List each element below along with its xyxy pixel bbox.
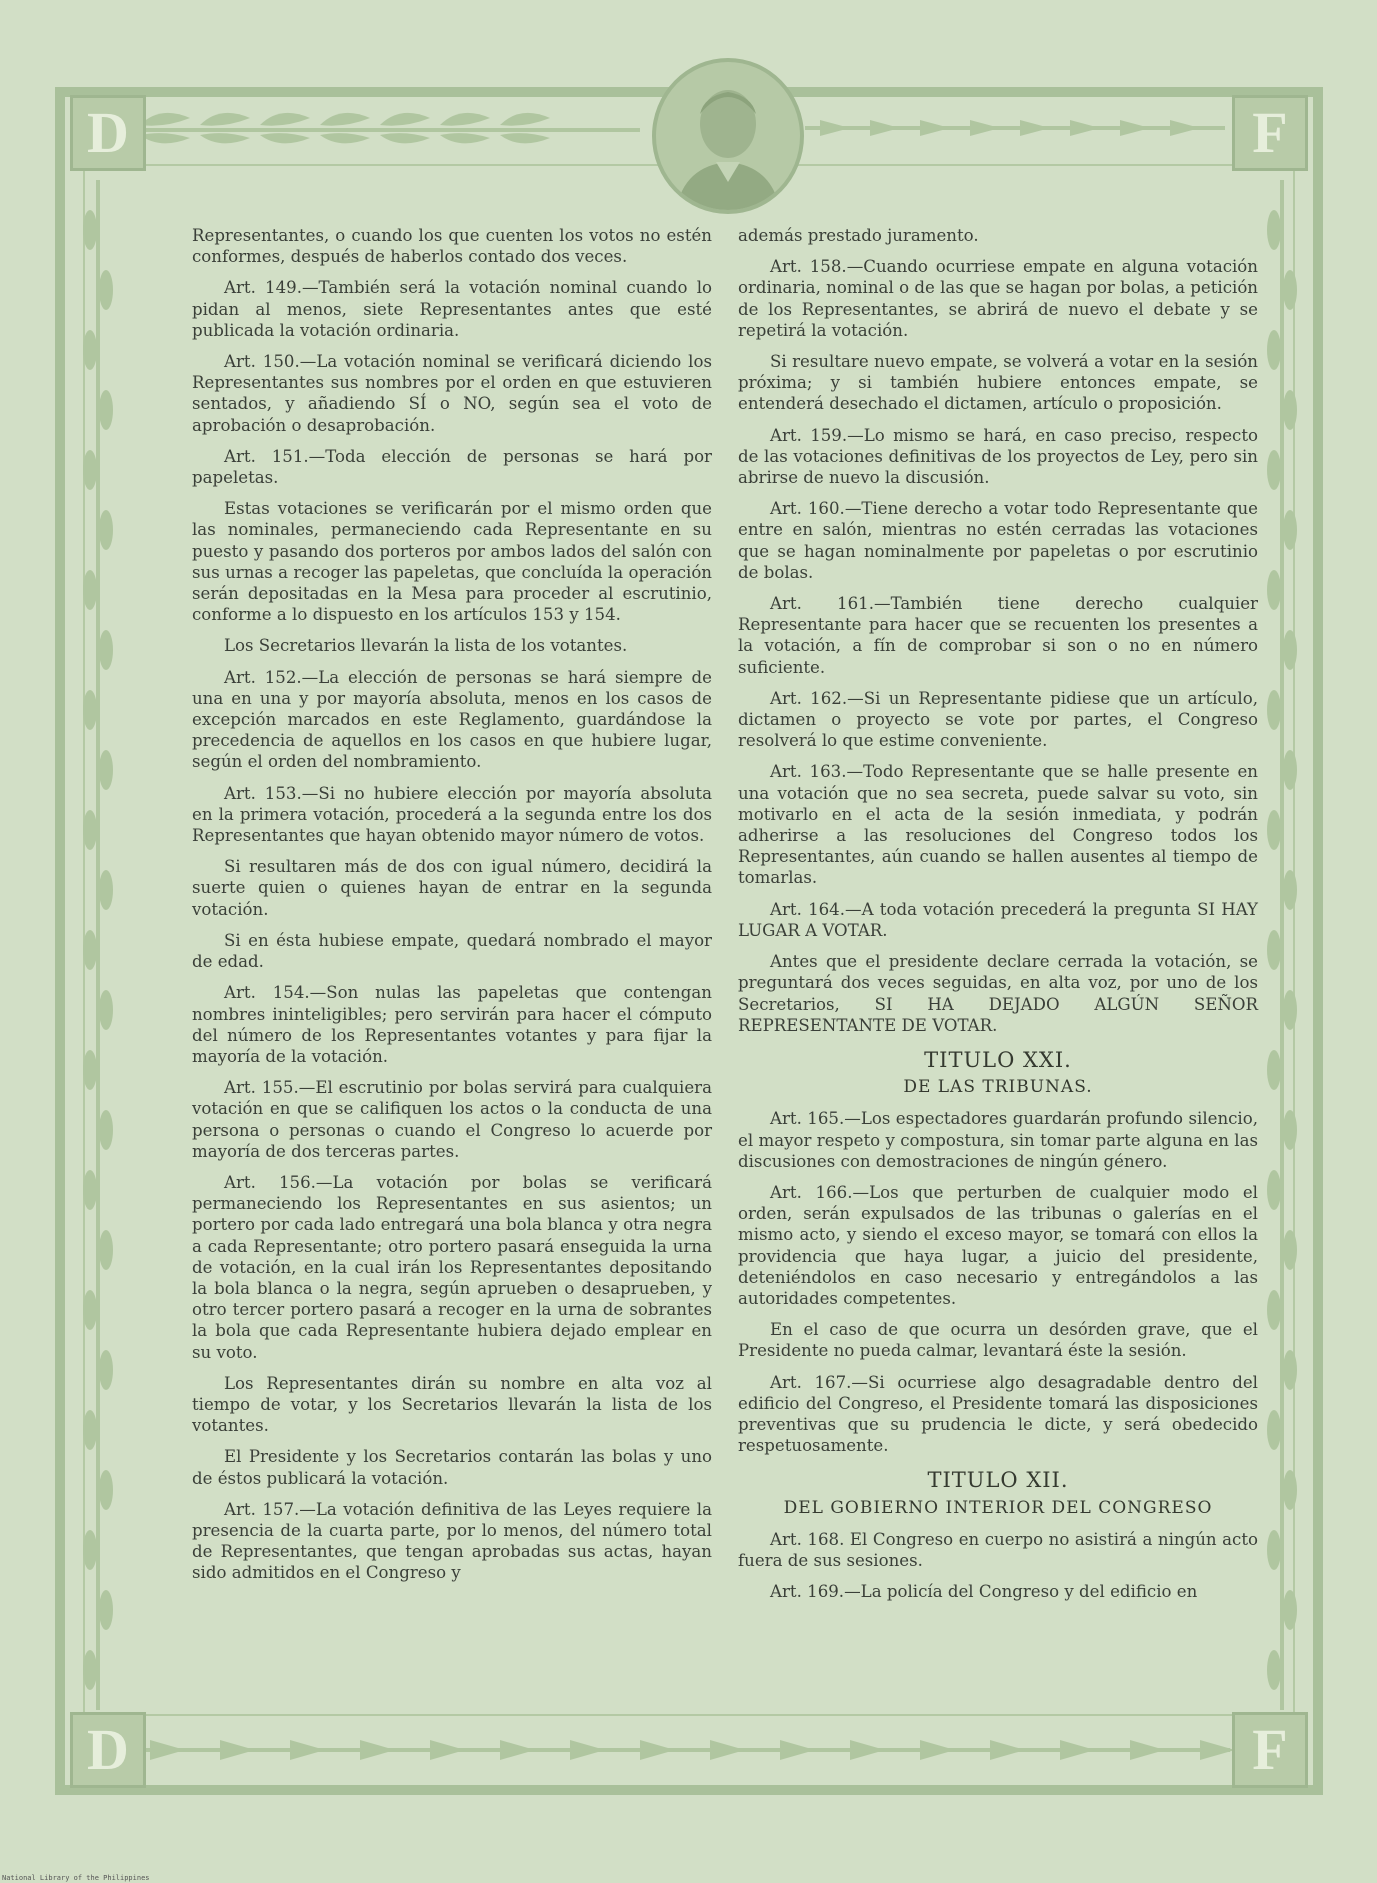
article-paragraph: Si resultaren más de dos con igual número, decidirá la suerte quien o quienes hayan de entrar en la segunda votación. [192,857,712,919]
corner-letter-top-left: D [70,95,146,171]
right-laurel-vine [1267,180,1297,1710]
article-paragraph: Art. 152.—La elección de personas se hará siempre de una en una y por mayoría absoluta, menos en los casos de excepción marcados en este Reglamento, guardándose la precedencia de aquellos en los casos en que hubiere lugar, según el orden del nombramiento. [192,667,712,772]
article-paragraph: Art. 154.—Son nulas las papeletas que contengan nombres ininteligibles; pero servirán para hacer el cómputo del número de los Representantes votantes y para fijar la mayoría de la votación. [192,983,712,1066]
article-paragraph: Art. 169.—La policía del Congreso y del edificio en [770,1582,1198,1602]
article-paragraph: Estas votaciones se verificarán por el mismo orden que las nominales, permaneciendo cada Representante en su puesto y pasando dos porteros por ambos lados del salón con sus urnas a recoger las papeletas, que concluída la operación serán depositadas en la Mesa para proceder al escrutinio, conforme a lo dispuesto en los artículos 153 y 154. [192,499,712,625]
article-paragraph: Art. 158.—Cuando ocurriese empate en alguna votación ordinaria, nominal o de las que se hagan por bolas, a petición de los Representantes, se abrirá de nuevo el debate y se repetirá la votación. [738,257,1258,340]
continued-paragraph: además prestado juramento. [738,226,979,245]
article-paragraph: Art. 153.—Si no hubiere elección por mayoría absoluta en la primera votación, procederá a la segunda entre los dos Representantes que hayan obtenido mayor número de votos. [192,783,712,846]
article-paragraph: Si resultare nuevo empate, se volverá a votar en la sesión próxima; y si también hubiere entonces empate, se entenderá desechado el dictamen, artículo o proposición. [738,352,1258,414]
portrait-medallion [652,58,804,214]
article-paragraph: Art. 163.—Todo Representante que se halle presente en una votación que no sea secreta, puede salvar su voto, sin motivarlo en el acta de la sesión inmediata, y podrán adherirse a las resoluciones del Congreso todos los Representantes, aún cuando se hallen ausentes al tiempo de tomarlas. [738,762,1258,888]
article-paragraph: Los Representantes dirán su nombre en alta voz al tiempo de votar, y los Secretarios llevarán la lista de los votantes. [192,1373,712,1436]
article-paragraph: Art. 161.—También tiene derecho cualquier Representante para hacer que se recuenten los presentes a la votación, a fín de comprobar si son o no en número suficiente. [738,594,1258,677]
article-paragraph: Art. 165.—Los espectadores guardarán profundo silencio, el mayor respeto y compostura, sin tomar parte alguna en las discusiones con demostraciones de ningún género. [738,1109,1258,1171]
corner-letter-bottom-left: D [70,1712,146,1788]
article-paragraph: Art. 151.—Toda elección de personas se hará por papeletas. [192,446,712,488]
article-paragraph: Art. 167.—Si ocurriese algo desagradable dentro del edificio del Congreso, el Presidente tomará las disposiciones preventivas que su prudencia le dicte, y será obedecido respetuosamente. [738,1372,1258,1456]
article-paragraph: Antes que el presidente declare cerrada la votación, se preguntará dos veces seguidas, en alta voz, por uno de los Secretarios, SI HA DEJADO ALGÚN SEÑOR REPRESENTANTE DE VOTAR. [738,952,1258,1035]
article-paragraph: El Presidente y los Secretarios contarán las bolas y uno de éstos publicará la votación. [192,1447,712,1488]
article-paragraph: Art. 160.—Tiene derecho a votar todo Representante que entre en salón, mientras no estén cerradas las votaciones que se hagan nominalmente por papeletas o por escrutinio de bolas. [738,499,1258,582]
article-paragraph: Art. 162.—Si un Representante pidiese que un artículo, dictamen o proyecto se vote por partes, el Congreso resolverá lo que estime conveniente. [738,688,1258,751]
article-paragraph: Art. 166.—Los que perturben de cualquier modo el orden, serán expulsados de las tribunas o galerías en el mismo acto, y siendo el exceso mayor, se tomará con ellos la providencia que haya lugar, a juicio del presidente, deteniéndolos en caso necesario y entregándolos a las autoridades competentes. [738,1182,1258,1308]
section-subheading: DE LAS TRIBUNAS. [903,1077,1093,1098]
article-paragraph: Art. 159.—Lo mismo se hará, en caso preciso, respecto de las votaciones definitivas de los proyectos de Ley, pero sin abrirse de nuevo la discusión. [738,425,1258,488]
article-paragraph: Art. 149.—También será la votación nominal cuando lo pidan al menos, siete Representantes antes que esté publicada la votación ordinaria. [192,278,712,340]
left-column [192,225,712,1594]
footer-credit: National Library of the Philippines [2,1874,150,1882]
article-paragraph: Art. 156.—La votación por bolas se verificará permaneciendo los Representantes en sus asientos; un portero por cada lado entregará una bola blanca y otra negra a cada Representante; otro portero pasará enseguida la urna de votación, en la cual irán los Representantes depositando la bola blanca o la negra, según aprueben o desaprueben, y otro tercer portero pasará a recoger en la urna de sobrantes la bola que cada Representante hubiera dejado emplear en su voto. [192,1172,712,1362]
article-paragraph: Art. 155.—El escrutinio por bolas servirá para cualquiera votación en que se califiquen los actos o la conducta de una persona o personas o cuando el Congreso lo acuerde por mayoría de dos terceras partes. [192,1078,712,1161]
corner-letter-top-right: F [1232,95,1308,171]
article-paragraph: Art. 157.—La votación definitiva de las Leyes requiere la presencia de la cuarta parte, por lo menos, del número total de Representantes, que tengan aprobadas sus actas, hayan sido admitidos en el Congreso y [192,1499,712,1583]
corner-letter-bottom-right: F [1232,1712,1308,1788]
article-paragraph: Art. 150.—La votación nominal se verificará diciendo los Representantes sus nombres por el orden en que estuvieren sentados, y añadiendo SÍ o NO, según sea el voto de aprobación o desaprobación. [192,352,712,435]
section-heading: TITULO XII. [927,1468,1069,1493]
article-paragraph: Art. 168. El Congreso en cuerpo no asistirá a ningún acto fuera de sus sesiones. [738,1529,1258,1570]
continued-paragraph: Representantes, o cuando los que cuenten los votos no estén conformes, después de haberlos contado dos veces. [192,226,712,267]
section-heading: TITULO XXI. [924,1047,1072,1072]
left-laurel-vine [83,180,113,1710]
article-paragraph: Art. 164.—A toda votación precederá la pregunta SI HAY LUGAR A VOTAR. [738,899,1258,940]
bottom-laurel-band [130,1740,1235,1760]
article-paragraph: En el caso de que ocurra un desórden grave, que el Presidente no pueda calmar, levantará éste la sesión. [738,1320,1258,1361]
right-column [738,225,1258,1612]
section-subheading: DEL GOBIERNO INTERIOR DEL CONGRESO [783,1497,1213,1518]
article-paragraph: Los Secretarios llevarán la lista de los votantes. [224,636,628,656]
portrait-bust-icon [656,62,800,210]
article-paragraph: Si en ésta hubiese empate, quedará nombrado el mayor de edad. [192,930,712,972]
